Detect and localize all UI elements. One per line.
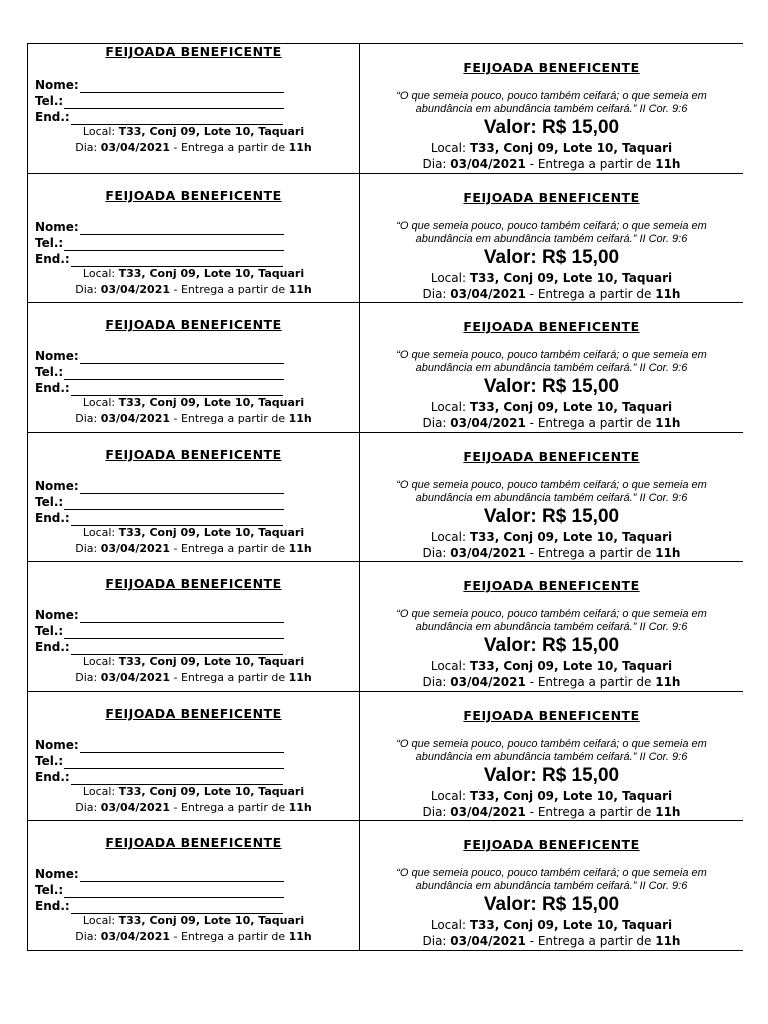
main-dia <box>360 546 743 560</box>
stub-entrega-text: - Entrega a partir de <box>170 930 289 943</box>
nome-field[interactable] <box>35 348 284 364</box>
end-blank-line[interactable] <box>71 254 283 267</box>
main-dia <box>360 287 743 301</box>
main-entrega-text: - Entrega a partir de <box>525 416 656 430</box>
stub-entrega-text: - Entrega a partir de <box>170 141 289 154</box>
nome-blank-line[interactable] <box>80 222 284 235</box>
stub-dia-value: 03/04/2021 <box>100 930 170 943</box>
main-title: FEIJOADA BENEFICENTE <box>463 837 640 852</box>
tel-field[interactable] <box>35 753 284 769</box>
ticket <box>27 691 743 821</box>
main-title: FEIJOADA BENEFICENTE <box>463 707 640 723</box>
stub-title: FEIJOADA BENEFICENTE <box>105 187 282 203</box>
end-field[interactable] <box>35 769 284 785</box>
stub-fields <box>35 77 284 125</box>
stub-title: FEIJOADA BENEFICENTE <box>105 576 282 591</box>
main-dia-prefix: Dia: <box>422 286 451 301</box>
nome-blank-line[interactable] <box>80 610 284 623</box>
nome-label: Nome: <box>35 737 79 752</box>
tel-field[interactable] <box>35 93 284 109</box>
main-dia <box>360 675 743 689</box>
stub-local <box>28 655 359 668</box>
main-entrega-text: - Entrega a partir de <box>525 934 656 948</box>
main-entrega-text: - Entrega a partir de <box>525 157 656 171</box>
main-local-prefix: Local: <box>430 270 470 285</box>
stub-dia-prefix: Dia: <box>75 412 101 425</box>
tel-blank-line[interactable] <box>64 756 284 769</box>
main-dia-prefix: Dia: <box>422 157 451 171</box>
main-dia-value: 03/04/2021 <box>450 286 526 301</box>
main-local-value: T33, Conj 09, Lote 10, Taquari <box>469 788 673 803</box>
ticket-main <box>360 433 743 562</box>
stub-entrega-text: - Entrega a partir de <box>170 800 289 814</box>
main-hora-value: 11h <box>655 804 681 819</box>
stub-title: FEIJOADA BENEFICENTE <box>105 44 282 59</box>
main-entrega-text: - Entrega a partir de <box>525 286 656 301</box>
main-local-prefix: Local: <box>430 529 470 544</box>
main-dia-value: 03/04/2021 <box>450 157 526 171</box>
stub-title: FEIJOADA BENEFICENTE <box>105 705 282 721</box>
main-local-value: T33, Conj 09, Lote 10, Taquari <box>469 918 673 932</box>
main-dia-value: 03/04/2021 <box>450 545 526 560</box>
stub-local <box>28 267 359 280</box>
main-dia-value: 03/04/2021 <box>450 675 526 689</box>
stub-local-prefix: Local: <box>82 784 119 798</box>
main-hora-value: 11h <box>655 545 681 560</box>
main-dia-prefix: Dia: <box>422 675 451 689</box>
nome-label: Nome: <box>35 349 79 363</box>
stub-local <box>28 396 359 409</box>
stub-dia-value: 03/04/2021 <box>100 800 170 814</box>
stub-entrega-text: - Entrega a partir de <box>170 671 289 684</box>
bible-verse: “O que semeia pouco, pouco também ceifará; o que semeia em abundância em abundância também ceifará.” II Cor. 9:6 <box>396 349 707 374</box>
tel-blank-line[interactable] <box>64 497 284 510</box>
stub-dia <box>28 542 359 555</box>
main-dia <box>360 157 743 171</box>
stub-local-value: T33, Conj 09, Lote 10, Taquari <box>118 784 305 798</box>
main-local <box>360 659 743 673</box>
nome-field[interactable] <box>35 607 284 623</box>
end-field[interactable] <box>35 510 284 526</box>
nome-field[interactable] <box>35 478 284 494</box>
stub-hora-value: 11h <box>288 282 312 296</box>
ticket <box>27 432 743 562</box>
main-title: FEIJOADA BENEFICENTE <box>463 60 640 75</box>
main-dia <box>360 416 743 430</box>
nome-label: Nome: <box>35 219 79 234</box>
end-blank-line[interactable] <box>71 112 283 125</box>
stub-dia <box>28 283 359 296</box>
stub-dia-value: 03/04/2021 <box>100 541 170 555</box>
end-blank-line[interactable] <box>71 642 283 655</box>
ticket-main <box>360 562 743 691</box>
ticket-stub <box>27 821 360 950</box>
stub-local-prefix: Local: <box>82 655 119 668</box>
stub-title: FEIJOADA BENEFICENTE <box>105 317 282 332</box>
stub-local <box>28 785 359 798</box>
stub-dia-value: 03/04/2021 <box>100 412 170 425</box>
end-field[interactable] <box>35 898 284 914</box>
main-local <box>360 400 743 414</box>
end-label: End.: <box>35 899 70 913</box>
main-local-value: T33, Conj 09, Lote 10, Taquari <box>469 270 673 285</box>
nome-field[interactable] <box>35 219 284 235</box>
tel-label: Tel.: <box>35 235 64 250</box>
stub-hora-value: 11h <box>288 800 312 814</box>
end-blank-line[interactable] <box>71 383 283 396</box>
stub-local-value: T33, Conj 09, Lote 10, Taquari <box>118 396 305 409</box>
end-label: End.: <box>35 251 70 266</box>
end-label: End.: <box>35 640 70 654</box>
stub-dia-value: 03/04/2021 <box>100 671 170 684</box>
ticket-main <box>360 303 743 432</box>
end-field[interactable] <box>35 380 284 396</box>
main-title: FEIJOADA BENEFICENTE <box>463 448 640 464</box>
stub-local-value: T33, Conj 09, Lote 10, Taquari <box>118 125 305 138</box>
nome-blank-line[interactable] <box>80 481 284 494</box>
stub-hora-value: 11h <box>288 412 312 425</box>
stub-dia <box>28 141 359 154</box>
ticket-stub <box>27 562 360 691</box>
end-blank-line[interactable] <box>71 772 283 785</box>
stub-local-value: T33, Conj 09, Lote 10, Taquari <box>118 655 305 668</box>
stub-dia-prefix: Dia: <box>75 800 101 814</box>
stub-local-prefix: Local: <box>82 914 119 927</box>
main-title: FEIJOADA BENEFICENTE <box>463 578 640 593</box>
nome-label: Nome: <box>35 867 79 881</box>
ticket <box>27 43 743 173</box>
tel-field[interactable] <box>35 364 284 380</box>
stub-dia-prefix: Dia: <box>75 282 101 296</box>
main-title: FEIJOADA BENEFICENTE <box>463 189 640 205</box>
tel-label: Tel.: <box>35 365 64 379</box>
ticket <box>27 820 743 951</box>
stub-local-value: T33, Conj 09, Lote 10, Taquari <box>118 525 305 539</box>
stub-dia-prefix: Dia: <box>75 930 101 943</box>
stub-dia-prefix: Dia: <box>75 141 101 154</box>
ticket-price: Valor: R$ 15,00 <box>483 117 620 138</box>
main-local <box>360 789 743 803</box>
stub-title: FEIJOADA BENEFICENTE <box>105 835 282 850</box>
ticket <box>27 561 743 691</box>
main-local <box>360 271 743 285</box>
stub-dia-value: 03/04/2021 <box>100 141 170 154</box>
stub-dia <box>28 671 359 684</box>
stub-local <box>28 526 359 539</box>
main-local-value: T33, Conj 09, Lote 10, Taquari <box>469 400 673 414</box>
main-hora-value: 11h <box>655 157 681 171</box>
stub-hora-value: 11h <box>288 541 312 555</box>
main-local-prefix: Local: <box>430 400 470 414</box>
main-title: FEIJOADA BENEFICENTE <box>463 319 640 334</box>
main-local-prefix: Local: <box>430 659 470 673</box>
bible-verse: “O que semeia pouco, pouco também ceifará; o que semeia em abundância em abundância também ceifará.” II Cor. 9:6 <box>396 478 707 504</box>
ticket-main <box>360 821 743 950</box>
tel-field[interactable] <box>35 235 284 251</box>
tel-label: Tel.: <box>35 624 64 638</box>
nome-field[interactable] <box>35 77 284 93</box>
stub-entrega-text: - Entrega a partir de <box>170 541 289 555</box>
bible-verse: “O que semeia pouco, pouco também ceifará; o que semeia em abundância em abundância também ceifará.” II Cor. 9:6 <box>396 867 707 892</box>
ticket-stub <box>27 692 360 821</box>
end-blank-line[interactable] <box>71 901 283 914</box>
main-hora-value: 11h <box>655 416 681 430</box>
stub-entrega-text: - Entrega a partir de <box>170 412 289 425</box>
stub-fields <box>35 737 284 785</box>
main-hora-value: 11h <box>655 934 681 948</box>
main-local <box>360 918 743 932</box>
end-field[interactable] <box>35 639 284 655</box>
main-local-prefix: Local: <box>430 788 470 803</box>
end-field[interactable] <box>35 251 284 267</box>
tel-blank-line[interactable] <box>64 238 284 251</box>
main-local <box>360 141 743 155</box>
stub-dia-prefix: Dia: <box>75 541 101 555</box>
bible-verse: “O que semeia pouco, pouco também ceifará; o que semeia em abundância em abundância também ceifará.” II Cor. 9:6 <box>396 737 707 763</box>
ticket-stub <box>27 44 360 173</box>
stub-dia <box>28 930 359 943</box>
stub-local-value: T33, Conj 09, Lote 10, Taquari <box>118 914 305 927</box>
tel-label: Tel.: <box>35 494 64 509</box>
stub-entrega-text: - Entrega a partir de <box>170 282 289 296</box>
stub-local-prefix: Local: <box>82 266 119 280</box>
main-dia-prefix: Dia: <box>422 804 451 819</box>
bible-verse: “O que semeia pouco, pouco também ceifará; o que semeia em abundância em abundância também ceifará.” II Cor. 9:6 <box>396 219 707 245</box>
stub-dia-prefix: Dia: <box>75 671 101 684</box>
nome-blank-line[interactable] <box>80 351 284 364</box>
stub-fields <box>35 478 284 526</box>
main-dia-prefix: Dia: <box>422 934 451 948</box>
main-entrega-text: - Entrega a partir de <box>525 675 656 689</box>
main-local-prefix: Local: <box>430 918 470 932</box>
main-dia-prefix: Dia: <box>422 416 451 430</box>
ticket-price: Valor: R$ 15,00 <box>483 894 620 915</box>
stub-hora-value: 11h <box>288 930 312 943</box>
stub-fields <box>35 607 284 655</box>
main-entrega-text: - Entrega a partir de <box>525 545 656 560</box>
tel-blank-line[interactable] <box>64 626 284 639</box>
main-dia-prefix: Dia: <box>422 545 451 560</box>
ticket-stub <box>27 174 360 303</box>
nome-field[interactable] <box>35 866 284 882</box>
tel-field[interactable] <box>35 623 284 639</box>
nome-label: Nome: <box>35 78 79 92</box>
stub-local-prefix: Local: <box>82 125 119 138</box>
main-local-value: T33, Conj 09, Lote 10, Taquari <box>469 141 673 155</box>
main-dia-value: 03/04/2021 <box>450 804 526 819</box>
ticket-price: Valor: R$ 15,00 <box>483 376 620 397</box>
nome-label: Nome: <box>35 478 79 493</box>
nome-field[interactable] <box>35 737 284 753</box>
tel-field[interactable] <box>35 494 284 510</box>
nome-label: Nome: <box>35 608 79 622</box>
ticket-price: Valor: R$ 15,00 <box>483 246 620 268</box>
ticket-price: Valor: R$ 15,00 <box>483 505 620 527</box>
main-local-value: T33, Conj 09, Lote 10, Taquari <box>469 529 673 544</box>
ticket-price: Valor: R$ 15,00 <box>483 764 620 786</box>
main-dia-value: 03/04/2021 <box>450 934 526 948</box>
main-hora-value: 11h <box>655 675 681 689</box>
tel-field[interactable] <box>35 882 284 898</box>
stub-dia <box>28 412 359 425</box>
bible-verse: “O que semeia pouco, pouco também ceifará; o que semeia em abundância em abundância também ceifará.” II Cor. 9:6 <box>396 608 707 633</box>
tel-blank-line[interactable] <box>64 885 284 898</box>
stub-fields <box>35 219 284 267</box>
stub-dia-value: 03/04/2021 <box>100 282 170 296</box>
stub-hora-value: 11h <box>288 671 312 684</box>
main-entrega-text: - Entrega a partir de <box>525 804 656 819</box>
tel-blank-line[interactable] <box>64 367 284 380</box>
nome-blank-line[interactable] <box>80 740 284 753</box>
end-label: End.: <box>35 769 70 784</box>
tel-label: Tel.: <box>35 94 64 108</box>
ticket-main <box>360 692 743 821</box>
ticket-sheet <box>27 43 743 951</box>
main-local-value: T33, Conj 09, Lote 10, Taquari <box>469 659 673 673</box>
ticket-main <box>360 174 743 303</box>
nome-blank-line[interactable] <box>80 80 284 93</box>
end-label: End.: <box>35 510 70 525</box>
stub-local-prefix: Local: <box>82 396 119 409</box>
end-field[interactable] <box>35 109 284 125</box>
stub-fields <box>35 348 284 396</box>
main-local-prefix: Local: <box>430 141 470 155</box>
stub-dia <box>28 801 359 814</box>
ticket-stub <box>27 433 360 562</box>
end-blank-line[interactable] <box>71 513 283 526</box>
end-label: End.: <box>35 381 70 395</box>
main-local <box>360 530 743 544</box>
tel-label: Tel.: <box>35 883 64 897</box>
ticket <box>27 302 743 432</box>
main-hora-value: 11h <box>655 286 681 301</box>
stub-local-value: T33, Conj 09, Lote 10, Taquari <box>118 266 305 280</box>
bible-verse: “O que semeia pouco, pouco também ceifará; o que semeia em abundância em abundância também ceifará.” II Cor. 9:6 <box>396 90 707 115</box>
stub-fields <box>35 866 284 914</box>
main-dia <box>360 805 743 819</box>
end-label: End.: <box>35 110 70 124</box>
nome-blank-line[interactable] <box>80 869 284 882</box>
ticket-main <box>360 44 743 173</box>
tel-label: Tel.: <box>35 753 64 768</box>
ticket-stub <box>27 303 360 432</box>
stub-local-prefix: Local: <box>82 525 119 539</box>
main-dia-value: 03/04/2021 <box>450 416 526 430</box>
stub-local <box>28 125 359 138</box>
ticket <box>27 173 743 303</box>
stub-local <box>28 914 359 927</box>
ticket-price: Valor: R$ 15,00 <box>483 635 620 656</box>
stub-hora-value: 11h <box>288 141 312 154</box>
tel-blank-line[interactable] <box>64 96 284 109</box>
stub-title: FEIJOADA BENEFICENTE <box>105 446 282 462</box>
main-dia <box>360 934 743 948</box>
